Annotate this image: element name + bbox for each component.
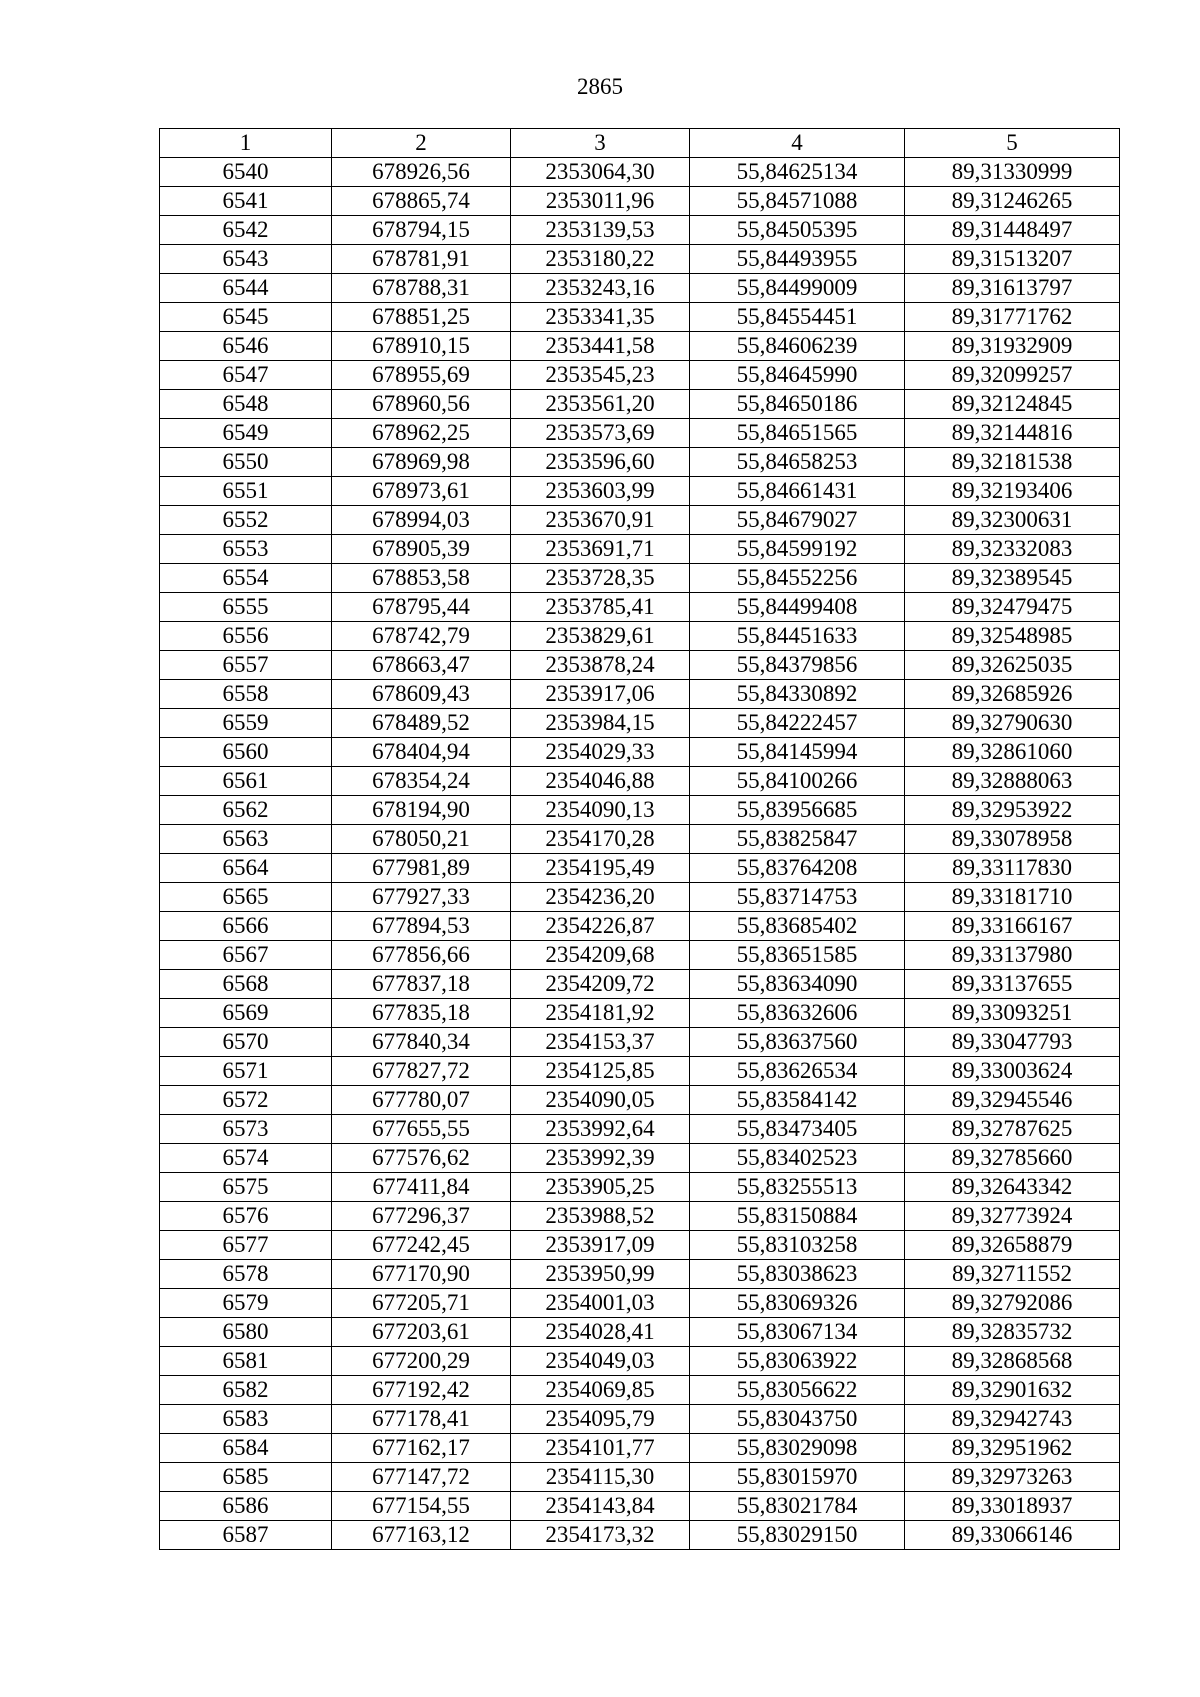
table-cell-col-5: 89,33066146 — [905, 1521, 1120, 1550]
table-cell-col-1: 6568 — [160, 970, 332, 999]
table-cell-col-3: 2353180,22 — [511, 245, 690, 274]
table-cell-col-2: 678788,31 — [332, 274, 511, 303]
table-cell-col-1: 6557 — [160, 651, 332, 680]
table-cell-col-4: 55,83056622 — [690, 1376, 905, 1405]
table-cell-col-2: 678794,15 — [332, 216, 511, 245]
table-cell-col-2: 678354,24 — [332, 767, 511, 796]
table-cell-col-5: 89,31513207 — [905, 245, 1120, 274]
table-cell-col-3: 2353728,35 — [511, 564, 690, 593]
table-row — [160, 303, 1120, 332]
table-row — [160, 1318, 1120, 1347]
table-cell-col-4: 55,83255513 — [690, 1173, 905, 1202]
table-cell-col-2: 677203,61 — [332, 1318, 511, 1347]
table-cell-col-5: 89,32548985 — [905, 622, 1120, 651]
table-cell-col-1: 6570 — [160, 1028, 332, 1057]
table-row — [160, 1434, 1120, 1463]
table-row — [160, 709, 1120, 738]
table-cell-col-3: 2354143,84 — [511, 1492, 690, 1521]
table-cell-col-4: 55,84651565 — [690, 419, 905, 448]
table-row — [160, 651, 1120, 680]
table-cell-col-4: 55,84145994 — [690, 738, 905, 767]
table-cell-col-3: 2353785,41 — [511, 593, 690, 622]
table-cell-col-3: 2354101,77 — [511, 1434, 690, 1463]
table-cell-col-3: 2354028,41 — [511, 1318, 690, 1347]
table-cell-col-3: 2354029,33 — [511, 738, 690, 767]
table-row — [160, 1028, 1120, 1057]
table-cell-col-5: 89,32787625 — [905, 1115, 1120, 1144]
table-cell-col-5: 89,32300631 — [905, 506, 1120, 535]
table-cell-col-3: 2354046,88 — [511, 767, 690, 796]
table-cell-col-3: 2354236,20 — [511, 883, 690, 912]
table-row — [160, 506, 1120, 535]
table-cell-col-5: 89,32099257 — [905, 361, 1120, 390]
table-cell-col-1: 6559 — [160, 709, 332, 738]
table-cell-col-4: 55,84645990 — [690, 361, 905, 390]
table-cell-col-2: 678050,21 — [332, 825, 511, 854]
table-cell-col-2: 677242,45 — [332, 1231, 511, 1260]
table-cell-col-1: 6574 — [160, 1144, 332, 1173]
table-cell-col-3: 2353243,16 — [511, 274, 690, 303]
table-row — [160, 1144, 1120, 1173]
table-cell-col-5: 89,32942743 — [905, 1405, 1120, 1434]
table-cell-col-4: 55,84451633 — [690, 622, 905, 651]
table-cell-col-4: 55,84552256 — [690, 564, 905, 593]
table-cell-col-1: 6546 — [160, 332, 332, 361]
table-cell-col-3: 2353917,06 — [511, 680, 690, 709]
table-cell-col-2: 678969,98 — [332, 448, 511, 477]
table-cell-col-3: 2353950,99 — [511, 1260, 690, 1289]
table-cell-col-4: 55,84658253 — [690, 448, 905, 477]
table-cell-col-1: 6542 — [160, 216, 332, 245]
table-cell-col-3: 2353603,99 — [511, 477, 690, 506]
table-cell-col-1: 6543 — [160, 245, 332, 274]
table-cell-col-5: 89,32625035 — [905, 651, 1120, 680]
table-cell-col-1: 6566 — [160, 912, 332, 941]
table-cell-col-2: 677655,55 — [332, 1115, 511, 1144]
table-row — [160, 448, 1120, 477]
table-cell-col-1: 6582 — [160, 1376, 332, 1405]
table-cell-col-4: 55,83043750 — [690, 1405, 905, 1434]
table-cell-col-3: 2354195,49 — [511, 854, 690, 883]
table-cell-col-5: 89,33137655 — [905, 970, 1120, 999]
table-cell-col-4: 55,84222457 — [690, 709, 905, 738]
table-cell-col-2: 677827,72 — [332, 1057, 511, 1086]
table-row — [160, 245, 1120, 274]
table-row — [160, 477, 1120, 506]
table-row — [160, 1115, 1120, 1144]
table-cell-col-4: 55,84599192 — [690, 535, 905, 564]
table-cell-col-3: 2353573,69 — [511, 419, 690, 448]
table-cell-col-5: 89,32181538 — [905, 448, 1120, 477]
table-cell-col-1: 6554 — [160, 564, 332, 593]
table-cell-col-3: 2354153,37 — [511, 1028, 690, 1057]
table-cell-col-4: 55,83764208 — [690, 854, 905, 883]
table-cell-col-2: 677840,34 — [332, 1028, 511, 1057]
table-cell-col-3: 2354115,30 — [511, 1463, 690, 1492]
table-cell-col-5: 89,32835732 — [905, 1318, 1120, 1347]
table-cell-col-3: 2353341,35 — [511, 303, 690, 332]
table-cell-col-2: 677411,84 — [332, 1173, 511, 1202]
table-cell-col-1: 6578 — [160, 1260, 332, 1289]
table-cell-col-3: 2354090,13 — [511, 796, 690, 825]
table-cell-col-1: 6567 — [160, 941, 332, 970]
table-cell-col-1: 6577 — [160, 1231, 332, 1260]
table-cell-col-4: 55,83714753 — [690, 883, 905, 912]
table-cell-col-2: 677981,89 — [332, 854, 511, 883]
table-row — [160, 1231, 1120, 1260]
table-row — [160, 1173, 1120, 1202]
table-cell-col-1: 6563 — [160, 825, 332, 854]
table-cell-col-4: 55,83637560 — [690, 1028, 905, 1057]
table-cell-col-4: 55,84499009 — [690, 274, 905, 303]
header-row — [160, 129, 1120, 158]
table-cell-col-1: 6555 — [160, 593, 332, 622]
table-cell-col-2: 678955,69 — [332, 361, 511, 390]
table-cell-col-2: 677147,72 — [332, 1463, 511, 1492]
table-cell-col-5: 89,32951962 — [905, 1434, 1120, 1463]
table-cell-col-1: 6579 — [160, 1289, 332, 1318]
table-cell-col-5: 89,32773924 — [905, 1202, 1120, 1231]
table-cell-col-1: 6551 — [160, 477, 332, 506]
table-body — [160, 158, 1120, 1550]
table-cell-col-5: 89,31448497 — [905, 216, 1120, 245]
table-cell-col-1: 6540 — [160, 158, 332, 187]
table-cell-col-1: 6552 — [160, 506, 332, 535]
table-cell-col-2: 677835,18 — [332, 999, 511, 1028]
table-cell-col-2: 678489,52 — [332, 709, 511, 738]
table-cell-col-1: 6550 — [160, 448, 332, 477]
table-cell-col-3: 2354209,68 — [511, 941, 690, 970]
table-cell-col-2: 677200,29 — [332, 1347, 511, 1376]
column-header-1: 1 — [160, 129, 332, 158]
table-cell-col-1: 6573 — [160, 1115, 332, 1144]
table-cell-col-3: 2354181,92 — [511, 999, 690, 1028]
table-cell-col-4: 55,83029150 — [690, 1521, 905, 1550]
table-cell-col-3: 2354226,87 — [511, 912, 690, 941]
table-cell-col-2: 678905,39 — [332, 535, 511, 564]
table-row — [160, 361, 1120, 390]
table-cell-col-4: 55,84499408 — [690, 593, 905, 622]
table-cell-col-1: 6548 — [160, 390, 332, 419]
table-row — [160, 1260, 1120, 1289]
table-cell-col-2: 677205,71 — [332, 1289, 511, 1318]
table-cell-col-1: 6545 — [160, 303, 332, 332]
table-row — [160, 1057, 1120, 1086]
table-cell-col-2: 678926,56 — [332, 158, 511, 187]
table-cell-col-2: 677296,37 — [332, 1202, 511, 1231]
table-row — [160, 187, 1120, 216]
table-cell-col-3: 2354173,32 — [511, 1521, 690, 1550]
table-cell-col-5: 89,32144816 — [905, 419, 1120, 448]
table-cell-col-1: 6565 — [160, 883, 332, 912]
table-cell-col-1: 6547 — [160, 361, 332, 390]
table-cell-col-1: 6553 — [160, 535, 332, 564]
table-cell-col-2: 678910,15 — [332, 332, 511, 361]
table-cell-col-5: 89,31330999 — [905, 158, 1120, 187]
table-cell-col-2: 678865,74 — [332, 187, 511, 216]
table-cell-col-4: 55,83685402 — [690, 912, 905, 941]
table-row — [160, 593, 1120, 622]
table-cell-col-3: 2353670,91 — [511, 506, 690, 535]
table-cell-col-3: 2353441,58 — [511, 332, 690, 361]
table-cell-col-1: 6569 — [160, 999, 332, 1028]
table-cell-col-5: 89,32973263 — [905, 1463, 1120, 1492]
table-cell-col-2: 678194,90 — [332, 796, 511, 825]
table-cell-col-5: 89,33003624 — [905, 1057, 1120, 1086]
table-cell-col-1: 6541 — [160, 187, 332, 216]
table-row — [160, 216, 1120, 245]
table-cell-col-4: 55,83626534 — [690, 1057, 905, 1086]
table-cell-col-1: 6584 — [160, 1434, 332, 1463]
page-number: 2865 — [577, 74, 623, 99]
table-cell-col-4: 55,83103258 — [690, 1231, 905, 1260]
table-cell-col-3: 2354209,72 — [511, 970, 690, 999]
table-cell-col-5: 89,33078958 — [905, 825, 1120, 854]
table-cell-col-4: 55,84330892 — [690, 680, 905, 709]
table-row — [160, 332, 1120, 361]
table-cell-col-3: 2353829,61 — [511, 622, 690, 651]
table-row — [160, 1463, 1120, 1492]
table-cell-col-2: 677192,42 — [332, 1376, 511, 1405]
table-cell-col-5: 89,32658879 — [905, 1231, 1120, 1260]
table-cell-col-2: 677780,07 — [332, 1086, 511, 1115]
table-row — [160, 1376, 1120, 1405]
table-cell-col-2: 677576,62 — [332, 1144, 511, 1173]
table-header — [160, 129, 1120, 158]
table-cell-col-2: 678795,44 — [332, 593, 511, 622]
coordinates-table — [159, 128, 1120, 1550]
table-row — [160, 564, 1120, 593]
table-cell-col-3: 2353011,96 — [511, 187, 690, 216]
table-row — [160, 767, 1120, 796]
table-cell-col-4: 55,84493955 — [690, 245, 905, 274]
table-cell-col-2: 678609,43 — [332, 680, 511, 709]
table-cell-col-5: 89,32479475 — [905, 593, 1120, 622]
table-cell-col-2: 678960,56 — [332, 390, 511, 419]
table-cell-col-3: 2354090,05 — [511, 1086, 690, 1115]
table-cell-col-4: 55,83069326 — [690, 1289, 905, 1318]
table-cell-col-2: 677163,12 — [332, 1521, 511, 1550]
table-cell-col-5: 89,32785660 — [905, 1144, 1120, 1173]
table-cell-col-2: 677894,53 — [332, 912, 511, 941]
table-row — [160, 1347, 1120, 1376]
table-cell-col-2: 677162,17 — [332, 1434, 511, 1463]
table-cell-col-3: 2354095,79 — [511, 1405, 690, 1434]
table-cell-col-5: 89,33047793 — [905, 1028, 1120, 1057]
table-cell-col-2: 677837,18 — [332, 970, 511, 999]
table-cell-col-2: 678962,25 — [332, 419, 511, 448]
table-row — [160, 622, 1120, 651]
table-row — [160, 680, 1120, 709]
table-cell-col-3: 2353992,64 — [511, 1115, 690, 1144]
table-cell-col-4: 55,83402523 — [690, 1144, 905, 1173]
table-cell-col-4: 55,84606239 — [690, 332, 905, 361]
table-cell-col-3: 2353917,09 — [511, 1231, 690, 1260]
table-cell-col-2: 677856,66 — [332, 941, 511, 970]
table-cell-col-5: 89,32685926 — [905, 680, 1120, 709]
table-cell-col-3: 2353139,53 — [511, 216, 690, 245]
table-cell-col-3: 2353984,15 — [511, 709, 690, 738]
table-cell-col-1: 6562 — [160, 796, 332, 825]
table-cell-col-5: 89,32193406 — [905, 477, 1120, 506]
table-cell-col-5: 89,33117830 — [905, 854, 1120, 883]
table-row — [160, 1521, 1120, 1550]
table-row — [160, 941, 1120, 970]
table-cell-col-3: 2353545,23 — [511, 361, 690, 390]
table-row — [160, 825, 1120, 854]
table-cell-col-4: 55,84379856 — [690, 651, 905, 680]
table-cell-col-2: 678851,25 — [332, 303, 511, 332]
table-cell-col-4: 55,83634090 — [690, 970, 905, 999]
table-cell-col-4: 55,83015970 — [690, 1463, 905, 1492]
table-cell-col-5: 89,32861060 — [905, 738, 1120, 767]
table-cell-col-5: 89,32332083 — [905, 535, 1120, 564]
table-cell-col-1: 6586 — [160, 1492, 332, 1521]
table-cell-col-5: 89,32868568 — [905, 1347, 1120, 1376]
table-cell-col-4: 55,84554451 — [690, 303, 905, 332]
table-cell-col-5: 89,31771762 — [905, 303, 1120, 332]
table-row — [160, 1492, 1120, 1521]
table-cell-col-5: 89,32643342 — [905, 1173, 1120, 1202]
table-cell-col-1: 6549 — [160, 419, 332, 448]
table-cell-col-4: 55,83021784 — [690, 1492, 905, 1521]
table-cell-col-2: 678853,58 — [332, 564, 511, 593]
table-cell-col-5: 89,32888063 — [905, 767, 1120, 796]
table-cell-col-4: 55,84679027 — [690, 506, 905, 535]
table-cell-col-4: 55,84661431 — [690, 477, 905, 506]
table-cell-col-3: 2354125,85 — [511, 1057, 690, 1086]
table-cell-col-5: 89,31246265 — [905, 187, 1120, 216]
table-cell-col-5: 89,31613797 — [905, 274, 1120, 303]
column-header-4: 4 — [690, 129, 905, 158]
table-row — [160, 883, 1120, 912]
table-cell-col-2: 678994,03 — [332, 506, 511, 535]
table-cell-col-1: 6558 — [160, 680, 332, 709]
table-cell-col-2: 678663,47 — [332, 651, 511, 680]
table-cell-col-3: 2353878,24 — [511, 651, 690, 680]
table-cell-col-3: 2353691,71 — [511, 535, 690, 564]
table-row — [160, 1202, 1120, 1231]
table-cell-col-3: 2353905,25 — [511, 1173, 690, 1202]
table-row — [160, 419, 1120, 448]
table-cell-col-5: 89,32953922 — [905, 796, 1120, 825]
table-cell-col-1: 6572 — [160, 1086, 332, 1115]
table-cell-col-4: 55,84571088 — [690, 187, 905, 216]
table-cell-col-5: 89,33181710 — [905, 883, 1120, 912]
table-cell-col-4: 55,83651585 — [690, 941, 905, 970]
table-cell-col-5: 89,33137980 — [905, 941, 1120, 970]
table-cell-col-5: 89,32945546 — [905, 1086, 1120, 1115]
table-cell-col-2: 678742,79 — [332, 622, 511, 651]
table-cell-col-3: 2354049,03 — [511, 1347, 690, 1376]
table-cell-col-5: 89,33093251 — [905, 999, 1120, 1028]
table-cell-col-3: 2354170,28 — [511, 825, 690, 854]
table-cell-col-1: 6571 — [160, 1057, 332, 1086]
table-cell-col-1: 6556 — [160, 622, 332, 651]
table-cell-col-4: 55,83038623 — [690, 1260, 905, 1289]
table-cell-col-3: 2353596,60 — [511, 448, 690, 477]
table-cell-col-1: 6587 — [160, 1521, 332, 1550]
table-row — [160, 970, 1120, 999]
table-cell-col-4: 55,84625134 — [690, 158, 905, 187]
table-cell-col-5: 89,32711552 — [905, 1260, 1120, 1289]
table-row — [160, 158, 1120, 187]
table-cell-col-4: 55,83150884 — [690, 1202, 905, 1231]
table-row — [160, 912, 1120, 941]
column-header-3: 3 — [511, 129, 690, 158]
table-cell-col-4: 55,83825847 — [690, 825, 905, 854]
table-cell-col-4: 55,83067134 — [690, 1318, 905, 1347]
table-cell-col-1: 6575 — [160, 1173, 332, 1202]
table-cell-col-5: 89,33166167 — [905, 912, 1120, 941]
table-cell-col-4: 55,83029098 — [690, 1434, 905, 1463]
table-row — [160, 999, 1120, 1028]
table-row — [160, 854, 1120, 883]
column-header-2: 2 — [332, 129, 511, 158]
table-cell-col-3: 2353064,30 — [511, 158, 690, 187]
table-cell-col-1: 6581 — [160, 1347, 332, 1376]
table-cell-col-3: 2353561,20 — [511, 390, 690, 419]
table-cell-col-1: 6583 — [160, 1405, 332, 1434]
table-cell-col-5: 89,32901632 — [905, 1376, 1120, 1405]
table-row — [160, 1086, 1120, 1115]
table-cell-col-4: 55,83956685 — [690, 796, 905, 825]
table-cell-col-4: 55,84100266 — [690, 767, 905, 796]
table-cell-col-2: 677178,41 — [332, 1405, 511, 1434]
table-row — [160, 274, 1120, 303]
table-cell-col-2: 678781,91 — [332, 245, 511, 274]
table-cell-col-3: 2354001,03 — [511, 1289, 690, 1318]
table-cell-col-1: 6560 — [160, 738, 332, 767]
table-cell-col-2: 678973,61 — [332, 477, 511, 506]
table-row — [160, 796, 1120, 825]
table-cell-col-4: 55,84505395 — [690, 216, 905, 245]
table-cell-col-1: 6544 — [160, 274, 332, 303]
table-cell-col-5: 89,32790630 — [905, 709, 1120, 738]
table-cell-col-5: 89,32124845 — [905, 390, 1120, 419]
table-cell-col-2: 677927,33 — [332, 883, 511, 912]
table-cell-col-1: 6561 — [160, 767, 332, 796]
table-row — [160, 535, 1120, 564]
table-row — [160, 1405, 1120, 1434]
table-row — [160, 390, 1120, 419]
column-header-5: 5 — [905, 129, 1120, 158]
table-cell-col-4: 55,83632606 — [690, 999, 905, 1028]
table-cell-col-4: 55,83063922 — [690, 1347, 905, 1376]
table-cell-col-4: 55,83473405 — [690, 1115, 905, 1144]
table-cell-col-4: 55,84650186 — [690, 390, 905, 419]
table-cell-col-3: 2354069,85 — [511, 1376, 690, 1405]
table-cell-col-3: 2353988,52 — [511, 1202, 690, 1231]
table-cell-col-1: 6576 — [160, 1202, 332, 1231]
table-cell-col-2: 677170,90 — [332, 1260, 511, 1289]
table-row — [160, 738, 1120, 767]
table-cell-col-5: 89,31932909 — [905, 332, 1120, 361]
table-cell-col-2: 678404,94 — [332, 738, 511, 767]
table-cell-col-4: 55,83584142 — [690, 1086, 905, 1115]
table-cell-col-1: 6580 — [160, 1318, 332, 1347]
table-cell-col-2: 677154,55 — [332, 1492, 511, 1521]
table-cell-col-5: 89,32389545 — [905, 564, 1120, 593]
table-cell-col-1: 6585 — [160, 1463, 332, 1492]
table-cell-col-5: 89,33018937 — [905, 1492, 1120, 1521]
table-cell-col-1: 6564 — [160, 854, 332, 883]
table-cell-col-5: 89,32792086 — [905, 1289, 1120, 1318]
table-row — [160, 1289, 1120, 1318]
table-cell-col-3: 2353992,39 — [511, 1144, 690, 1173]
